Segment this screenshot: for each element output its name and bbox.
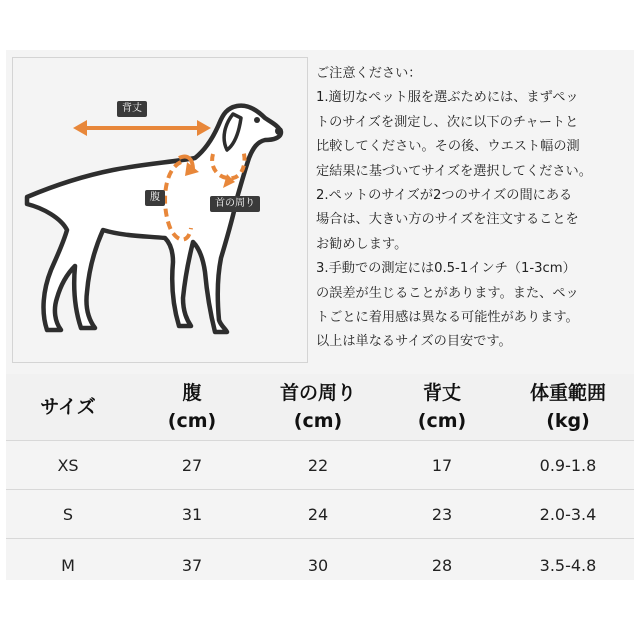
notes-line: 1.適切なペット服を選ぶためには、まずペッ: [316, 90, 579, 106]
dog-measurement-figure: [12, 57, 308, 363]
cell-neck: 24: [254, 490, 382, 539]
neck-label: 首の周り: [210, 196, 260, 212]
cell-belly: 27: [130, 441, 254, 490]
cell-size: M: [6, 539, 130, 592]
cell-neck: 30: [254, 539, 382, 592]
notes-line: 以上は単なるサイズの目安です。: [316, 334, 512, 350]
notes-line: 場合は、大きい方のサイズを注文することを: [316, 212, 579, 228]
notes-line: 定結果に基づいてサイズを選択してください。: [316, 163, 592, 179]
notes-heading: ご注意ください：: [316, 66, 422, 81]
header-size: サイズ: [6, 374, 130, 441]
notes-line: トごとに着用感は異なる可能性があります。: [316, 310, 579, 326]
dog-illustration-icon: [13, 58, 307, 362]
cell-weight-range: 3.5-4.8: [502, 539, 634, 592]
header-weight-range: 体重範囲 (kg): [502, 374, 634, 441]
header-belly: 腹 (cm): [130, 374, 254, 441]
cell-back-length: 28: [382, 539, 502, 592]
notes-line: 3.手動での測定には0.5-1インチ（1-3cm）: [316, 261, 576, 277]
cell-neck: 22: [254, 441, 382, 490]
notes-line: 比較してください。その後、ウエスト幅の測: [316, 139, 580, 155]
table-header-row: [6, 374, 634, 441]
back-length-label: 背丈: [117, 101, 147, 117]
header-back-length: 背丈 (cm): [382, 374, 502, 441]
cell-weight-range: 2.0-3.4: [502, 490, 634, 539]
notes-line: お勧めします。: [316, 236, 408, 252]
size-chart-table: [6, 374, 634, 591]
cell-size: S: [6, 490, 130, 539]
cell-belly: 37: [130, 539, 254, 592]
header-neck: 首の周り (cm): [254, 374, 382, 441]
belly-label: 腹: [145, 190, 165, 206]
notes-line: 2.ペットのサイズが2つのサイズの間にある: [316, 188, 573, 204]
cell-belly: 31: [130, 490, 254, 539]
table-row: [6, 539, 634, 592]
notes-line: トのサイズを測定し、次に以下のチャートと: [316, 114, 579, 130]
table-row: [6, 490, 634, 539]
notes-line: の誤差が生じることがあります。また、ペッ: [316, 285, 579, 301]
cell-back-length: 17: [382, 441, 502, 490]
cell-weight-range: 0.9-1.8: [502, 441, 634, 490]
cell-size: XS: [6, 441, 130, 490]
cell-back-length: 23: [382, 490, 502, 539]
table-row: [6, 441, 634, 490]
notes-text: [316, 62, 634, 355]
